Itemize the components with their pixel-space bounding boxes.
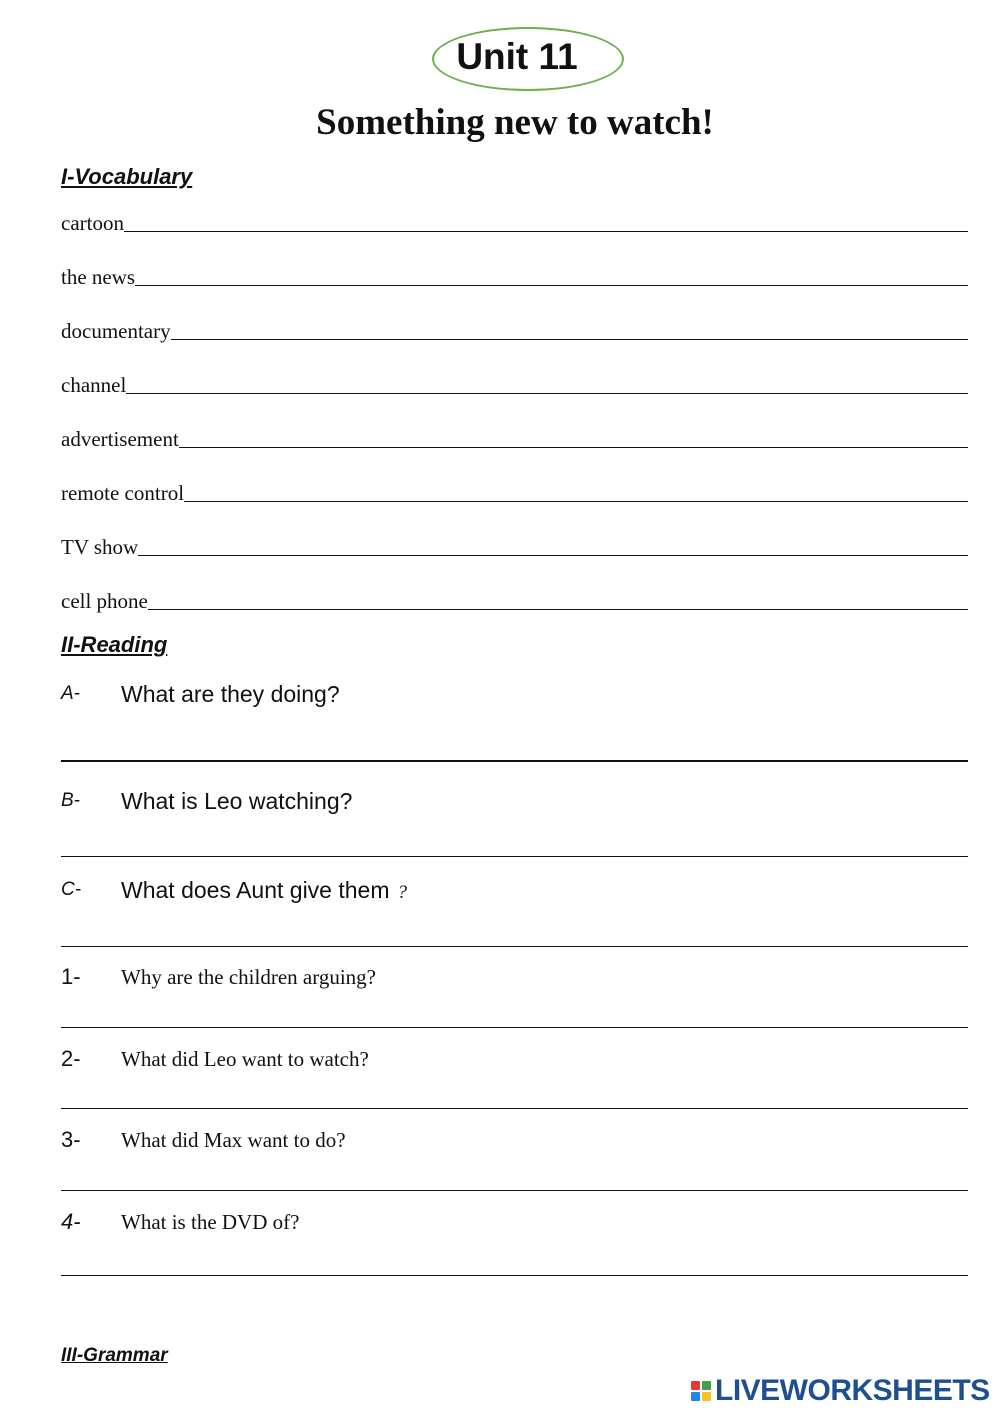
vocab-word: advertisement — [61, 427, 179, 451]
question-label: 3- — [61, 1127, 81, 1152]
answer-line[interactable] — [61, 1027, 968, 1028]
vocab-row — [61, 366, 968, 396]
vocab-word: remote control — [61, 481, 185, 505]
liveworksheets-logo-icon — [691, 1381, 711, 1401]
vocab-word: channel — [61, 373, 127, 397]
vocab-word: cartoon — [61, 211, 124, 235]
question-label: 2- — [61, 1046, 81, 1071]
logo-square — [691, 1392, 700, 1401]
vocab-answer-line[interactable] — [184, 501, 968, 502]
vocab-word: cell phone — [61, 589, 148, 613]
vocab-answer-line[interactable] — [126, 393, 968, 394]
reading-question — [61, 1120, 968, 1160]
vocab-answer-line[interactable] — [124, 231, 968, 232]
vocab-answer-line[interactable] — [135, 285, 968, 286]
question-text: What did Max want to do? — [121, 1128, 346, 1152]
question-label: A- — [61, 683, 80, 704]
page-title: Something new to watch! — [316, 102, 714, 143]
question-text: What is Leo watching? — [121, 788, 353, 814]
vocab-answer-line[interactable] — [179, 447, 968, 448]
question-label: 4- — [61, 1209, 81, 1234]
question-label: C- — [61, 879, 82, 900]
liveworksheets-logo — [691, 1374, 990, 1408]
question-mark: ? — [397, 882, 407, 903]
vocab-word: documentary — [61, 319, 171, 343]
grammar-heading: III-Grammar — [61, 1345, 168, 1366]
logo-square — [691, 1381, 700, 1390]
question-text: What is the DVD of? — [121, 1210, 300, 1234]
question-text: What are they doing? — [121, 681, 340, 707]
answer-line[interactable] — [61, 1190, 968, 1191]
question-text-wrap — [121, 870, 407, 913]
reading-question — [61, 674, 968, 714]
vocab-row — [61, 204, 968, 234]
reading-question — [61, 870, 968, 910]
question-label: B- — [61, 790, 80, 811]
answer-line[interactable] — [61, 1275, 968, 1276]
answer-line[interactable] — [61, 946, 968, 947]
logo-square — [702, 1392, 711, 1401]
vocab-row — [61, 312, 968, 342]
question-text: Why are the children arguing? — [121, 965, 377, 989]
vocab-row — [61, 528, 968, 558]
question-text: What did Leo want to watch? — [121, 1047, 369, 1071]
logo-text: LIVEWORKSHEETS — [715, 1374, 990, 1407]
answer-line[interactable] — [61, 1108, 968, 1109]
answer-line[interactable] — [61, 856, 968, 857]
vocab-word: TV show — [61, 535, 139, 559]
vocab-row — [61, 420, 968, 450]
reading-question — [61, 957, 968, 997]
reading-heading: II-Reading — [61, 632, 168, 657]
vocab-answer-line[interactable] — [171, 339, 968, 340]
vocab-word: the news — [61, 265, 136, 289]
answer-line[interactable] — [61, 760, 968, 762]
vocabulary-heading: I-Vocabulary — [61, 164, 193, 189]
reading-question — [61, 1039, 968, 1079]
reading-question — [61, 781, 968, 821]
reading-question — [61, 1202, 968, 1242]
unit-title: Unit 11 — [456, 36, 578, 77]
vocab-row — [61, 258, 968, 288]
logo-square — [702, 1381, 711, 1390]
vocab-row — [61, 582, 968, 612]
vocab-answer-line[interactable] — [148, 609, 968, 610]
vocab-answer-line[interactable] — [138, 555, 968, 556]
question-label: 1- — [61, 964, 81, 989]
vocab-row — [61, 474, 968, 504]
question-text: What does Aunt give them — [121, 877, 390, 903]
